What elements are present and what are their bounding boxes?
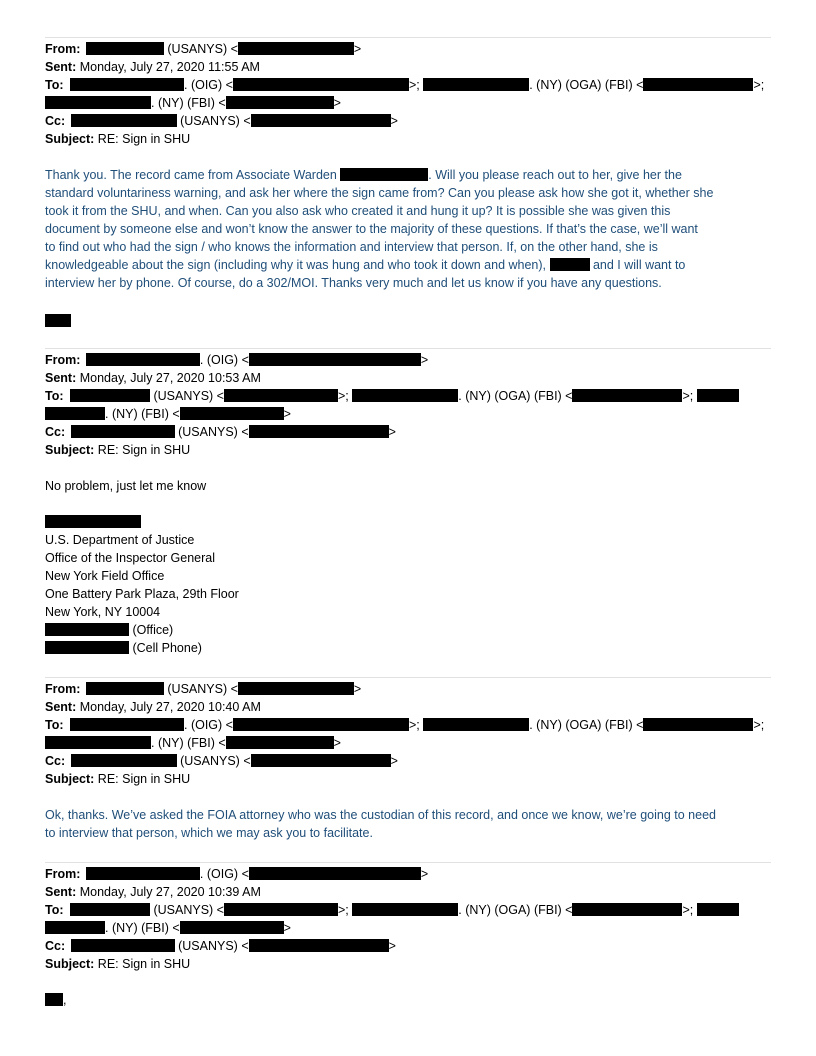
to-line: To: (USANYS) < >; . (NY) (OGA) (FBI) < >; [45,901,739,919]
signature-line: One Battery Park Plaza, 29th Floor [45,587,239,601]
cc-line: Cc: (USANYS) < > [45,754,398,768]
redaction [70,78,184,91]
redaction [180,407,284,420]
redaction [233,718,409,731]
signature-name-redacted [45,513,141,531]
redaction [423,718,529,731]
redaction [180,921,284,934]
redaction [45,921,105,934]
to-line: To: (USANYS) < >; . (NY) (OGA) (FBI) < >; [45,387,739,405]
subject-line: Subject: RE: Sign in SHU [45,132,191,146]
subject-line: Subject: RE: Sign in SHU [45,772,191,786]
redaction [249,353,421,366]
to-line: To: . (OIG) < >; . (NY) (OGA) (FBI) < >; [45,78,765,92]
from-line: From: (USANYS) < > [45,42,362,56]
cc-line: Cc: (USANYS) < > [45,939,396,953]
redaction [71,939,175,952]
redaction [697,389,739,402]
redaction [86,682,164,695]
redaction [249,425,389,438]
signature-line: Office of the Inspector General [45,551,216,565]
sent-line: Sent: Monday, July 27, 2020 10:40 AM [45,700,261,714]
redaction [251,754,391,767]
redaction [550,258,590,271]
sent-line: Sent: Monday, July 27, 2020 10:53 AM [45,371,261,385]
redaction [340,168,428,181]
redaction [45,314,71,327]
redaction [45,736,151,749]
redaction [352,389,458,402]
from-line: From: (USANYS) < > [45,682,362,696]
separator [45,862,771,863]
redaction [86,867,200,880]
redaction [249,867,421,880]
redaction [249,939,389,952]
redaction [86,42,164,55]
redaction [71,754,177,767]
separator [45,348,771,349]
redaction [45,993,63,1006]
redaction [45,515,141,528]
redaction [572,903,682,916]
redaction [45,407,105,420]
separator [45,677,771,678]
redaction [352,903,458,916]
separator [45,37,771,38]
redaction [697,903,739,916]
redaction [226,96,334,109]
redaction [45,641,129,654]
signature-line: U.S. Department of Justice [45,533,195,547]
email-body: Ok, thanks. We’ve asked the FOIA attorney who was the custodian of this record, and once we know, we’re going to need to interview that person, which we may ask you to facilitate. [45,808,716,840]
redaction [224,903,338,916]
redaction [71,114,177,127]
redaction [233,78,409,91]
redaction [423,78,529,91]
redaction [70,903,150,916]
email-body: No problem, just let me know [45,479,207,493]
email-body: Thank you. The record came from Associate Warden . Will you please reach out to her, give her the standard voluntariness warning, and ask her where the sign came from? Can you please ask how she got it, whether she took it from the SHU, and when. Can you also ask who created it and hung it up? It is possible she was given this document by someone else and won’t know the answer to the majority of these questions. If that’s the case, we’ll want to find out who had the sign / who knows the information and interview that person. If, on the other hand, she is knowledgeable about the sign (including why it was hung and who took it down and when), and I will want to interview her by phone. Of course, do a 302/MOI. Thanks very much and let us know if you have any questions. [45,168,714,290]
redaction [70,718,184,731]
to-line: To: . (OIG) < >; . (NY) (OGA) (FBI) < >; [45,718,765,732]
redaction [71,425,175,438]
office-phone: (Office) [45,621,173,639]
sent-line: Sent: Monday, July 27, 2020 10:39 AM [45,885,261,899]
redaction [238,42,354,55]
redaction [238,682,354,695]
redaction [226,736,334,749]
subject-line: Subject: RE: Sign in SHU [45,957,191,971]
redaction [251,114,391,127]
sender-initials-redacted [45,312,71,330]
signature-line: New York Field Office [45,569,165,583]
redaction [45,623,129,636]
cc-line: Cc: (USANYS) < > [45,114,398,128]
cc-line: Cc: (USANYS) < > [45,425,396,439]
signature-line: New York, NY 10004 [45,605,161,619]
redaction [643,78,753,91]
redaction [70,389,150,402]
cell-phone: (Cell Phone) [45,639,202,657]
redaction [643,718,753,731]
sent-line: Sent: Monday, July 27, 2020 11:55 AM [45,60,260,74]
to-line-2: . (NY) (FBI) < > [45,405,291,423]
redaction [86,353,200,366]
to-line-2: . (NY) (FBI) < > [45,734,341,752]
to-line-2: . (NY) (FBI) < > [45,919,291,937]
redaction [224,389,338,402]
from-line: From: . (OIG) < > [45,867,429,881]
subject-line: Subject: RE: Sign in SHU [45,443,191,457]
redaction [45,96,151,109]
to-line-2: . (NY) (FBI) < > [45,94,341,112]
from-line: From: . (OIG) < > [45,353,429,367]
redaction [572,389,682,402]
greeting-redacted: , [45,991,66,1009]
